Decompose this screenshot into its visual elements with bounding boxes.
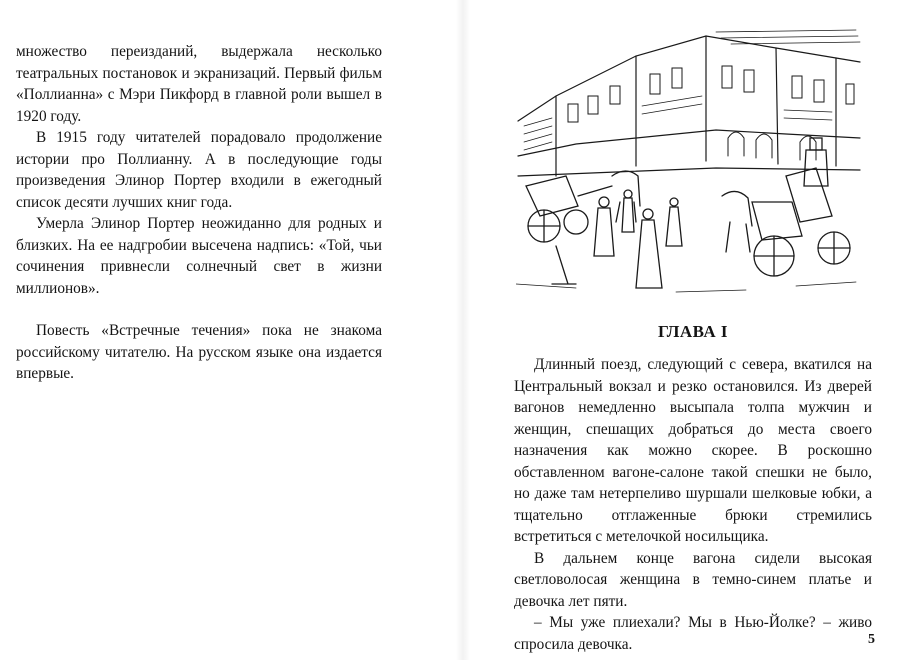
page-number: 5	[868, 632, 875, 647]
paragraph: множество переизданий, выдержала несколько театральных постановок и экранизаций. Первый фильм «Поллианна» с Мэри Пикфорд в главной роли вышел в 1920 году.	[16, 43, 382, 125]
paragraph: Длинный поезд, следующий с севера, вкатился на Центральный вокзал и резко остановился. Из дверей вагонов немедленно высыпала толпа мужчин и женщин, спешащих добраться до места своего назначения как можно скорее. В роскошно обставленном вагоне-салоне такой спешки не было, но даже там нетерпеливо шуршали шелковые юбки, а тщательно отглаженные брюки стремились встретиться с метелочкой носильщика.	[514, 356, 872, 545]
paragraph: Умерла Элинор Портер неожиданно для родных и близких. На ее надгробии высечена надпись: «Той, чьи сочинения привнесли солнечный свет в жизни миллионов».	[16, 215, 382, 297]
right-page-text	[514, 354, 872, 655]
street-scene-engraving-icon	[516, 26, 862, 298]
right-page	[462, 0, 924, 660]
left-page-text	[16, 41, 382, 385]
paragraph: Повесть «Встречные течения» пока не знакома российскому читателю. На русском языке она издается впервые.	[16, 322, 382, 382]
paragraph: – Мы уже плиехали? Мы в Нью-Йолке? – живо спросила девочка.	[514, 614, 872, 653]
paragraph-spacer	[16, 299, 382, 320]
paragraph: В 1915 году читателей порадовало продолжение истории про Поллианну. А в последующие годы произведения Элинор Портер входили в ежегодный список десяти лучших книг года.	[16, 129, 382, 211]
chapter-title: ГЛАВА I	[657, 322, 729, 341]
paragraph: В дальнем конце вагона сидели высокая светловолосая женщина в темно-синем платье и девочка лет пяти.	[514, 549, 872, 610]
